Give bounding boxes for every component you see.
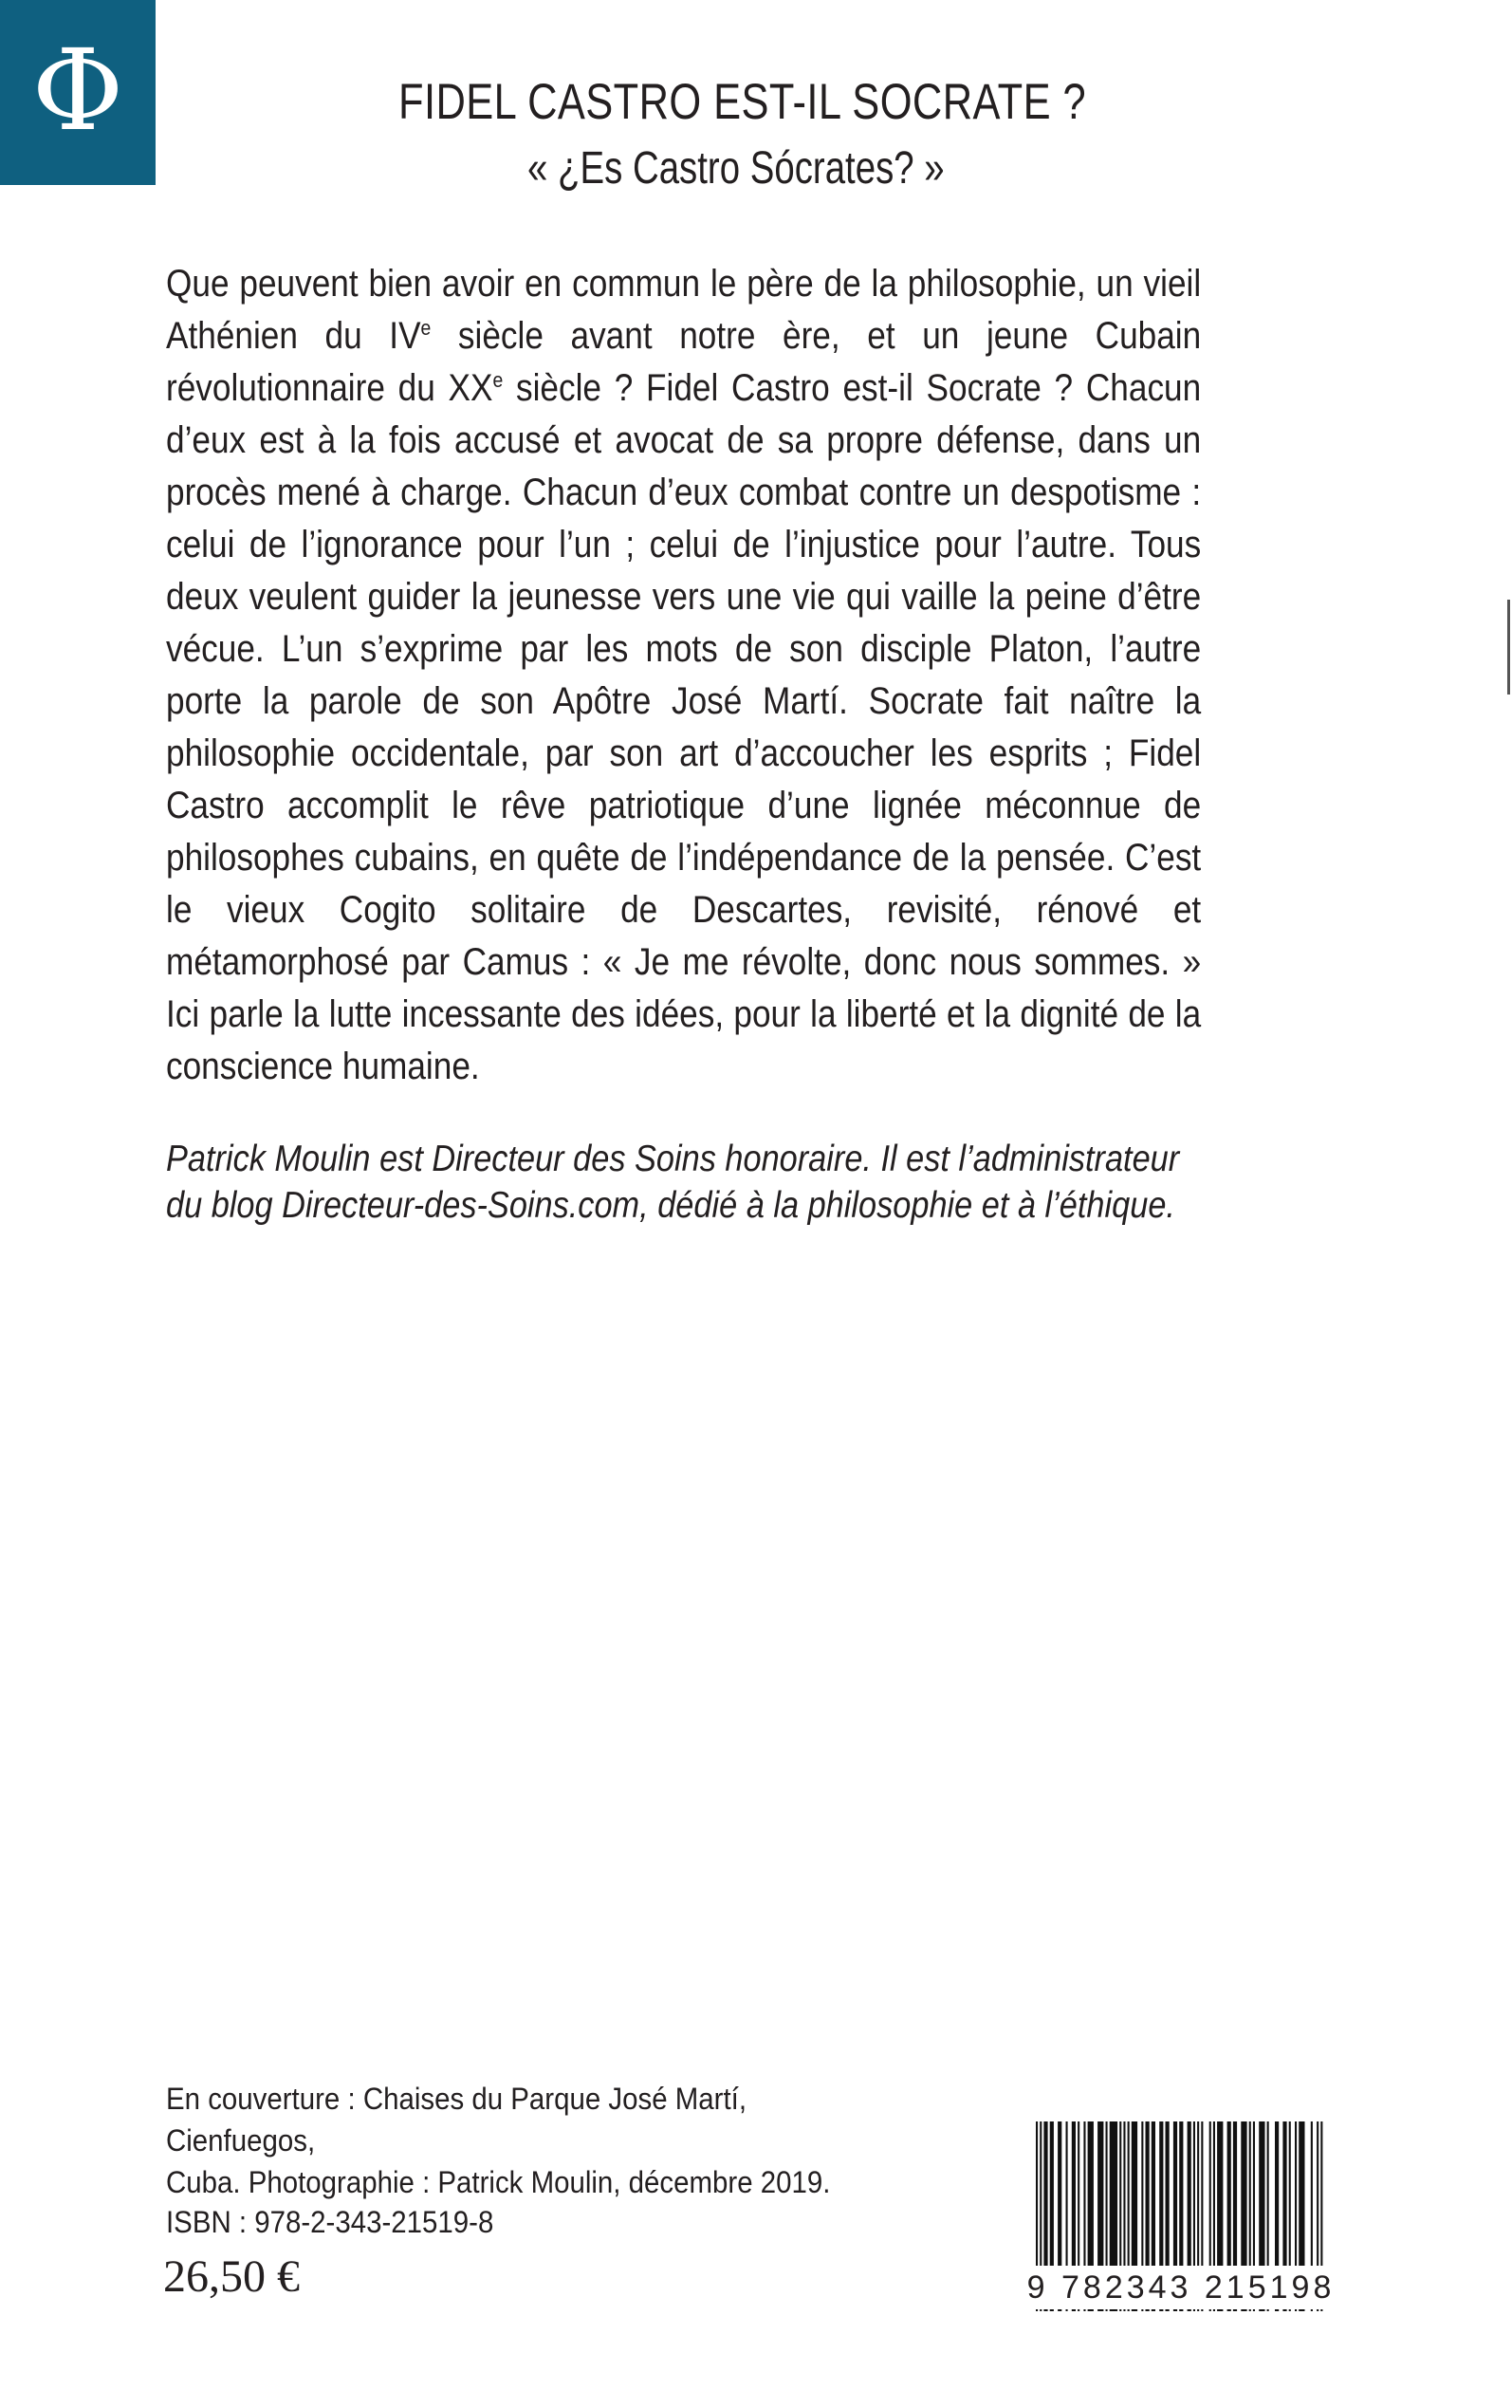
summary-paragraph — [166, 258, 1201, 1093]
isbn: ISBN : 978-2-343-21519-8 — [166, 2205, 494, 2239]
summary-part-2: siècle avant notre ère, et un jeune Cubain révolutionnaire du XX — [166, 315, 1202, 409]
price: 26,50 € — [163, 2251, 300, 2302]
cover-credit-line-2: Cuba. Photographie : Patrick Moulin, décembre 2019. — [166, 2165, 831, 2199]
book-subtitle: « ¿Es Castro Sócrates? » — [527, 143, 945, 194]
summary-text — [166, 258, 1201, 1093]
barcode — [1024, 2121, 1337, 2340]
phi-icon: Φ — [31, 24, 124, 156]
summary-part-1: Que peuvent bien avoir en commun le père de la philosophie, un vieil Athénien du IV — [166, 263, 1202, 357]
cover-credit-line-1: En couverture : Chaises du Parque José Martí, Cienfuegos, — [166, 2082, 747, 2158]
cover-credits — [166, 2078, 864, 2203]
edge-mark — [1507, 600, 1510, 695]
barcode-digits: 9 782343 215198 — [1024, 2266, 1337, 2309]
summary-part-3: siècle ? Fidel Castro est-il Socrate ? Chacun d’eux est à la fois accusé et avocat de sa propre défense, dans un procès mené à charge. Chacun d’eux combat contre un despotisme : celui de l’ignorance pour l’un ; celui de l’injustice pour l’autre. Tous deux veulent guider la jeunesse vers une vie qui vaille la peine d’être vécue. L’un s’exprime par les mots de son disciple Platon, l’autre porte la parole de son Apôtre José Martí. Socrate fait naître la philosophie occidentale, par son art d’accoucher les esprits ; Fidel Castro accomplit le rêve patriotique d’une lignée méconnue de philosophes cubains, en quête de l’indépendance de la pensée. C’est le vieux Cogito solitaire de Descartes, revisité, rénové et métamorphosé par Camus : « Je me révolte, donc nous sommes. » Ici parle la lutte incessante des idées, pour la liberté et la dignité de la conscience humaine. — [166, 367, 1202, 1087]
author-name: Patrick Moulin — [166, 1139, 371, 1179]
book-title: FIDEL CASTRO EST-IL SOCRATE ? — [398, 74, 1087, 130]
publisher-logo — [0, 0, 156, 185]
author-bio — [166, 1136, 1209, 1229]
author-bio-text: est Directeur des Soins honoraire. Il est l’administrateur du blog Directeur-des-Soins.com, dédié à la philosophie et à l’éthique. — [166, 1139, 1180, 1226]
superscript-e: e — [420, 316, 432, 340]
superscript-e: e — [492, 368, 504, 392]
